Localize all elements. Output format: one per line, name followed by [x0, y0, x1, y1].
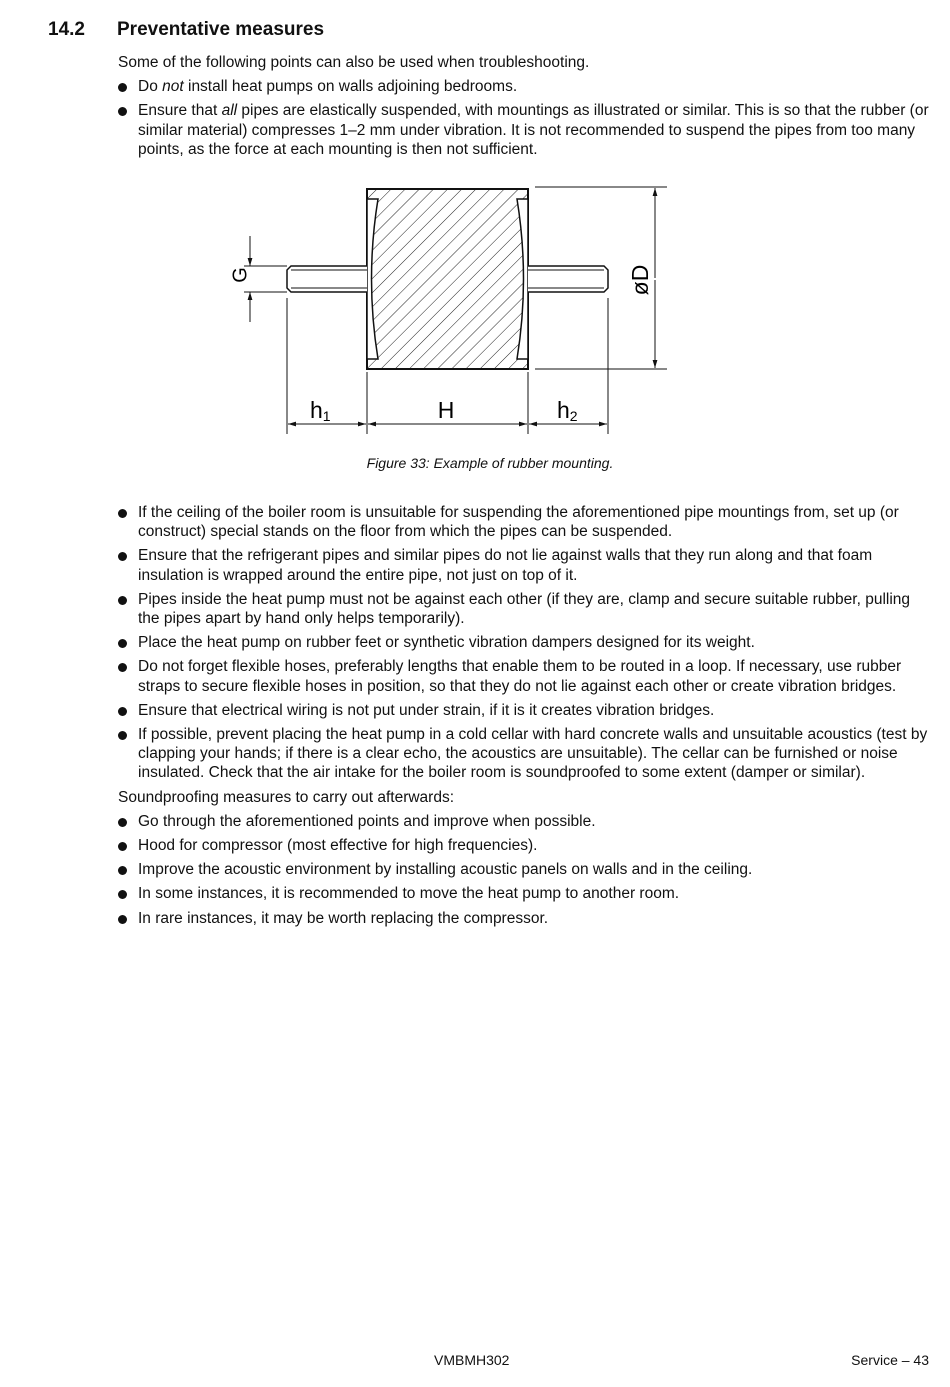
section-number: 14.2 — [48, 19, 85, 40]
intro-text: Some of the following points can also be used when troubleshooting. — [118, 54, 590, 71]
footer-doc-id: VMBMH302 — [434, 1352, 510, 1368]
list-item: Ensure that the refrigerant pipes and similar pipes do not lie against walls that they run along and that foam insulation is wrapped around the entire pipe, not just on top of it. — [118, 546, 933, 584]
rubber-mounting-figure — [0, 170, 950, 480]
figure-caption: Figure 33: Example of rubber mounting. — [366, 455, 614, 471]
list-item: Go through the aforementioned points and improve when possible. — [118, 812, 933, 831]
bullet-icon — [118, 731, 127, 740]
mount-body — [367, 189, 528, 369]
main-content — [118, 503, 933, 933]
bullet-icon — [118, 707, 127, 716]
bullet-icon — [118, 866, 127, 875]
bullet-icon — [118, 639, 127, 648]
list-item: Ensure that all pipes are elastically suspended, with mountings as illustrated or similar. This is so that the rubber (or similar material) compresses 1–2 mm under vibration. It is not recommended to suspend the pipes from too many points, as the force at each mounting is then not sufficient. — [118, 101, 930, 159]
label-diameter: øD — [627, 264, 654, 296]
threaded-stud-left — [287, 266, 367, 292]
list-item: Place the heat pump on rubber feet or synthetic vibration dampers designed for its weight. — [118, 633, 933, 652]
list-item: In rare instances, it may be worth replacing the compressor. — [118, 909, 933, 928]
bullet-icon — [118, 818, 127, 827]
label-h: H — [437, 397, 455, 423]
section-title: Preventative measures — [117, 19, 325, 40]
bullet-icon — [118, 83, 127, 92]
section-heading — [48, 19, 324, 41]
list-item: In some instances, it is recommended to move the heat pump to another room. — [118, 884, 933, 903]
intro-block — [118, 53, 930, 164]
list-item: Do not forget flexible hoses, preferably lengths that enable them to be routed in a loop. If necessary, use rubber straps to secure flexible hoses in position, so that they do not lie against each other or create vibration bridges. — [118, 657, 933, 695]
list-item: Ensure that electrical wiring is not put under strain, if it is it creates vibration bridges. — [118, 701, 933, 720]
list-item: Do not install heat pumps on walls adjoining bedrooms. — [118, 77, 930, 96]
label-g: G — [229, 267, 252, 283]
label-h1: h1 — [310, 397, 331, 424]
bullet-icon — [118, 107, 127, 116]
list-item: If the ceiling of the boiler room is unsuitable for suspending the aforementioned pipe mountings from, set up (or construct) special stands on the floor from which the pipes can be suspended. — [118, 503, 933, 541]
footer-page-number: Service – 43 — [851, 1352, 929, 1368]
bullet-icon — [118, 842, 127, 851]
after-heading: Soundproofing measures to carry out afterwards: — [118, 788, 455, 806]
list-item: Improve the acoustic environment by installing acoustic panels on walls and in the ceiling. — [118, 860, 933, 879]
bullet-icon — [118, 890, 127, 899]
list-item: Hood for compressor (most effective for high frequencies). — [118, 836, 933, 855]
bullet-icon — [118, 663, 127, 672]
after-bullet-list — [118, 812, 933, 928]
top-bullet-list — [118, 77, 930, 159]
label-h2: h2 — [557, 397, 578, 424]
threaded-stud-right — [528, 266, 608, 292]
list-item: Pipes inside the heat pump must not be against each other (if they are, clamp and secure suitable rubber, pulling the pipes apart by hand only helps temporarily). — [118, 590, 933, 628]
bullet-icon — [118, 596, 127, 605]
list-item: If possible, prevent placing the heat pump in a cold cellar with hard concrete walls and unsuitable acoustics (test by clapping your hands; if there is a clear echo, the acoustics are unsuitable). The cellar can be furnished or noise insulated. Check that the air intake for the boiler room is soundproofed to some extent (damper or similar). — [118, 725, 933, 783]
bullet-icon — [118, 915, 127, 924]
bullet-icon — [118, 509, 127, 518]
mid-bullet-list — [118, 503, 933, 783]
bullet-icon — [118, 552, 127, 561]
